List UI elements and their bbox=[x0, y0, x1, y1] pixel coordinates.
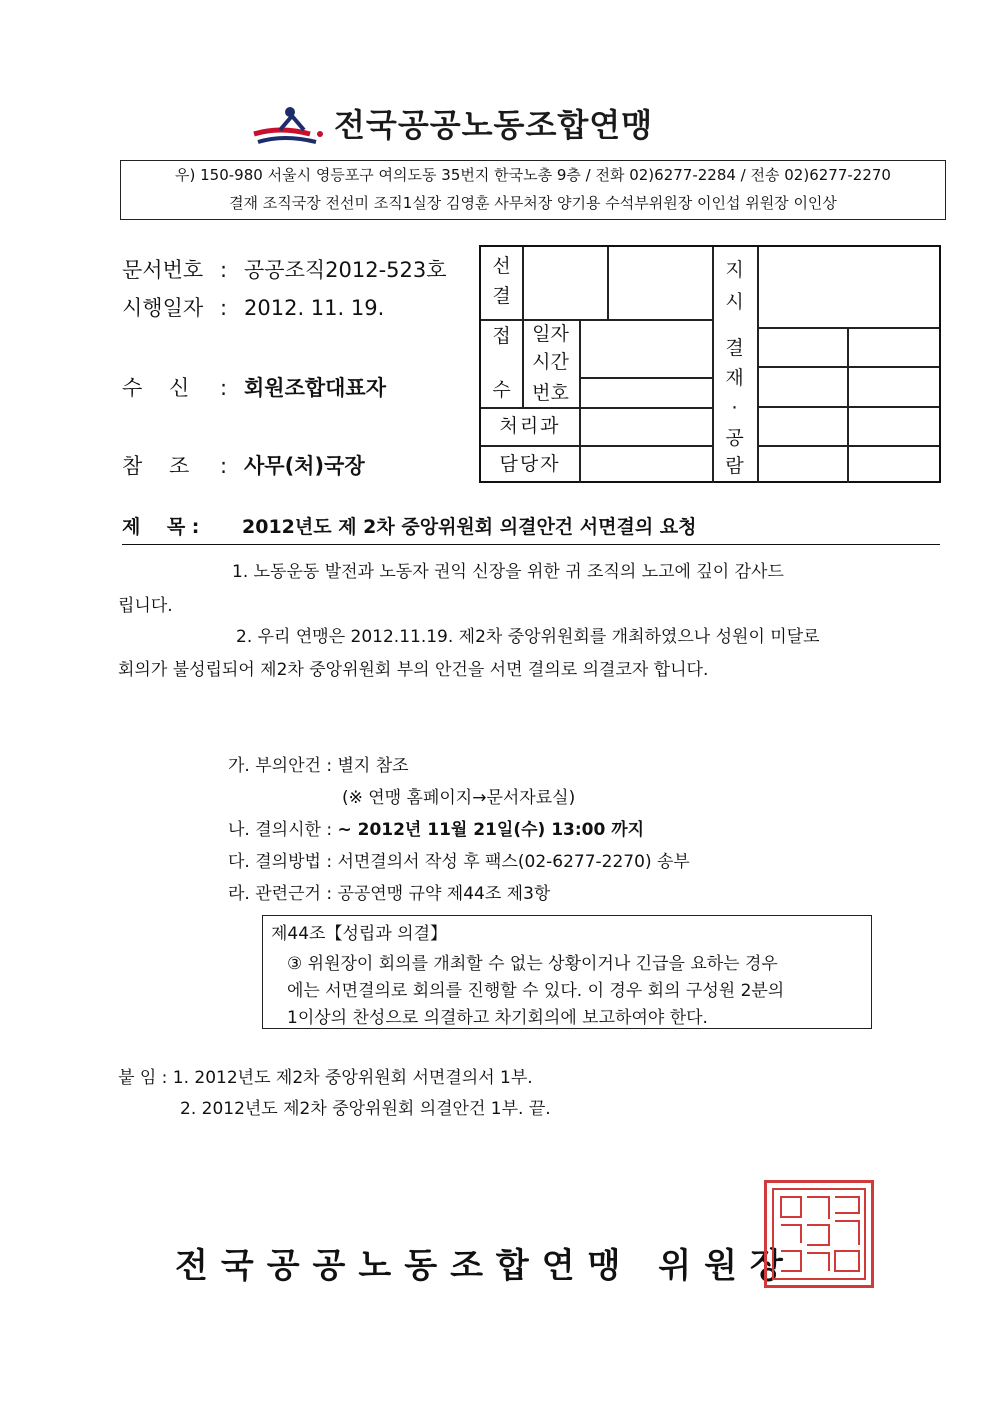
item-ra: 라. 관련근거 : 공공연맹 규약 제44조 제3항 bbox=[228, 884, 551, 904]
attachment-row-1 bbox=[118, 1063, 533, 1088]
approval-line: 결재 조직국장 전선미 조직1실장 김영훈 사무처장 양기용 수석부위원장 이인섭 위원장 이인상 bbox=[229, 194, 837, 212]
reference: 사무(처)국장 bbox=[244, 454, 365, 478]
org-logo bbox=[250, 100, 750, 150]
gyeoljae-4: 공 bbox=[725, 427, 744, 449]
address-box bbox=[120, 160, 946, 220]
recipient-row bbox=[122, 372, 386, 402]
reference-label: 참 조 bbox=[122, 454, 190, 478]
instruction-ji: 지 bbox=[725, 259, 744, 281]
processing-dept: 처리과 bbox=[499, 415, 561, 437]
deadline: ~ 2012년 11월 21일(수) 13:00 까지 bbox=[337, 820, 645, 840]
recipient-label: 수 신 bbox=[122, 376, 190, 400]
subject-text: 2012년도 제 2차 중앙위원회 의결안건 서면결의 요청 bbox=[242, 516, 697, 538]
signature-line: 전국공공노동조합연맹 위원장 bbox=[175, 1246, 796, 1286]
receipt-su: 수 bbox=[492, 379, 511, 401]
approval-gyeol: 결 bbox=[492, 285, 511, 307]
attachment-2: 2. 2012년도 제2차 중앙위원회 의결안건 1부. 끝. bbox=[180, 1099, 551, 1119]
doc-number: 공공조직2012-523호 bbox=[244, 258, 447, 282]
attachment-label: 붙 임 : bbox=[118, 1068, 168, 1088]
rule-box bbox=[262, 915, 872, 1029]
reference-row bbox=[122, 450, 365, 480]
approval-sun: 선 bbox=[492, 255, 511, 277]
paragraph-1-line-2: 립니다. bbox=[118, 596, 173, 616]
date-row bbox=[122, 292, 384, 322]
gyeoljae-2: 재 bbox=[725, 367, 744, 389]
official-seal-icon bbox=[764, 1180, 874, 1288]
item-na-label: 나. 결의시한 : bbox=[228, 820, 338, 840]
rule-line-1: ③ 위원장이 회의를 개최할 수 없는 상황이거나 긴급을 요하는 경우 bbox=[287, 954, 778, 974]
item-da: 다. 결의방법 : 서면결의서 작성 후 팩스(02-6277-2270) 송부 bbox=[228, 852, 690, 872]
gyeoljae-3: · bbox=[731, 397, 738, 419]
rule-title: 제44조【성립과 의결】 bbox=[271, 924, 447, 944]
subject-label: 제 목 : bbox=[122, 516, 200, 538]
instruction-si: 시 bbox=[725, 291, 744, 313]
rule-line-3: 1이상의 찬성으로 의결하고 차기회의에 보고하여야 한다. bbox=[287, 1008, 708, 1028]
colon: : bbox=[220, 454, 228, 478]
receipt-beonho: 번호 bbox=[532, 382, 569, 404]
date-label: 시행일자 bbox=[122, 296, 204, 320]
gyeoljae-5: 람 bbox=[725, 455, 744, 477]
colon: : bbox=[220, 258, 228, 282]
receipt-sigan: 시간 bbox=[532, 351, 569, 373]
subject-row bbox=[122, 512, 940, 545]
colon: : bbox=[220, 376, 228, 400]
union-logo-icon bbox=[250, 104, 330, 148]
item-ga-note: (※ 연맹 홈페이지→문서자료실) bbox=[342, 788, 576, 808]
receipt-jeop: 접 bbox=[492, 325, 511, 347]
paragraph-1-line-1: 1. 노동운동 발전과 노동자 권익 신장을 위한 귀 조직의 노고에 깊이 감사드 bbox=[232, 562, 784, 582]
item-ga: 가. 부의안건 : 별지 참조 bbox=[228, 756, 409, 776]
approval-table bbox=[479, 245, 941, 483]
rule-line-2: 에는 서면결의로 회의를 진행할 수 있다. 이 경우 회의 구성원 2분의 bbox=[287, 981, 785, 1001]
colon: : bbox=[220, 296, 228, 320]
receipt-ilja: 일자 bbox=[532, 323, 569, 345]
recipient: 회원조합대표자 bbox=[244, 376, 387, 400]
org-name: 전국공공노동조합연맹 bbox=[334, 106, 654, 144]
doc-number-label: 문서번호 bbox=[122, 258, 204, 282]
gyeoljae-1: 결 bbox=[725, 337, 744, 359]
person-in-charge: 담당자 bbox=[499, 453, 561, 475]
attachment-1: 1. 2012년도 제2차 중앙위원회 서면결의서 1부. bbox=[172, 1068, 533, 1088]
paragraph-2-line-1: 2. 우리 연맹은 2012.11.19. 제2차 중앙위원회를 개최하였으나 성원이 미달로 bbox=[236, 627, 820, 647]
address-line: 우) 150-980 서울시 영등포구 여의도동 35번지 한국노총 9층 / 전화 02)6277-2284 / 전송 02)6277-2270 bbox=[175, 166, 891, 184]
paragraph-2-line-2: 회의가 불성립되어 제2차 중앙위원회 부의 안건을 서면 결의로 의결코자 합니다. bbox=[118, 660, 709, 680]
item-na bbox=[228, 815, 644, 840]
issue-date: 2012. 11. 19. bbox=[244, 296, 385, 320]
doc-number-row bbox=[122, 254, 447, 284]
